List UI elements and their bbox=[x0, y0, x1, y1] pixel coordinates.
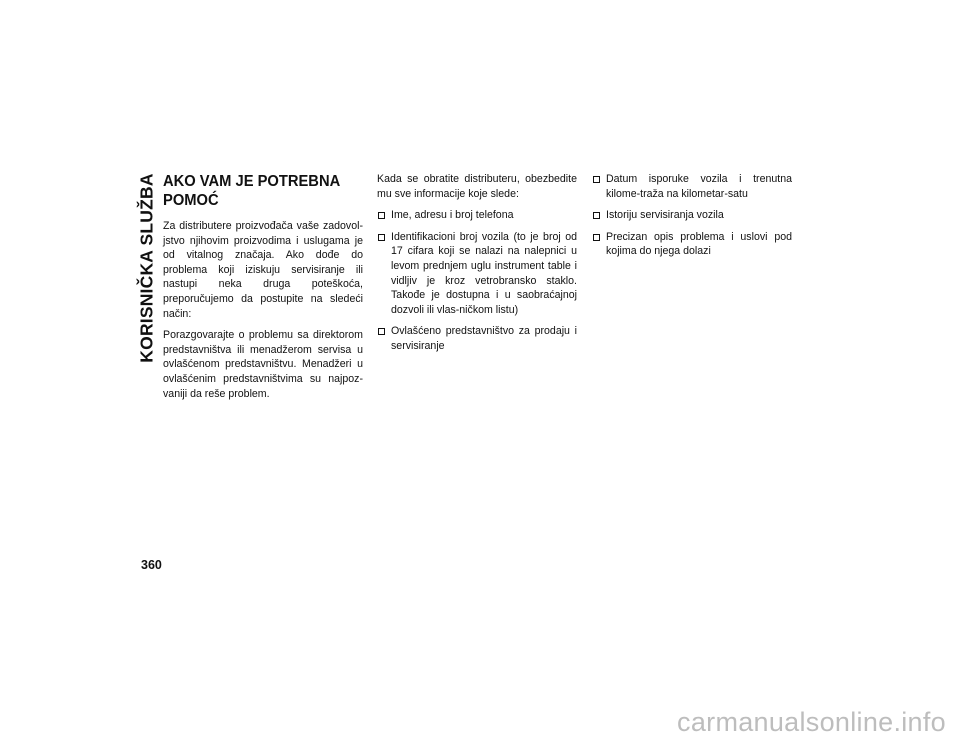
list-item-text: Istoriju servisiranja vozila bbox=[606, 209, 724, 222]
checkbox-bullet-icon bbox=[593, 176, 600, 183]
paragraph-intro: Za distributere proizvođača vaše zadovol-jstvo njihovim proizvodima i uslugama je od vitalnog značaja. Ako dođe do problema koji iziskuju servisiranje ili nastupi neka druga poteškoća, preporučujemo da postupite na sledeći način: bbox=[163, 220, 363, 320]
checkbox-bullet-icon bbox=[593, 212, 600, 219]
list-item-text: Identifikacioni broj vozila (to je broj od 17 cifara koji se nalazi na nalepnici u levom prednjem uglu instrument table i vidljiv je kroz vetrobransko staklo. Takođe je dostupna i u saobraćajnoj dozvoli ili vlas-ničkom listu) bbox=[391, 230, 577, 316]
list-item bbox=[377, 324, 577, 353]
paragraph-advice: Porazgovarajte o problemu sa direktorom predstavništva ili menadžerom servisa u ovlašćenom predstavništvu. Menadžeri u ovlašćenim predstavništvima su najpoz-vaniji da reše problem. bbox=[163, 329, 363, 400]
list-item bbox=[592, 208, 792, 223]
section-heading-line1: AKO VAM JE POTREBNA bbox=[163, 173, 341, 190]
column-3 bbox=[592, 172, 792, 266]
column-2 bbox=[377, 172, 577, 361]
list-item-text: Ime, adresu i broj telefona bbox=[391, 209, 514, 222]
section-side-tab-label: KORISNIČKA SLUŽBA bbox=[136, 172, 157, 363]
list-item-text: Datum isporuke vozila i trenutna kilome-traža na kilometar-satu bbox=[606, 173, 792, 200]
section-heading bbox=[163, 172, 347, 210]
watermark: carmanualsonline.info bbox=[677, 707, 946, 737]
section-heading-line2: POMOĆ bbox=[163, 192, 219, 209]
list-item bbox=[377, 208, 577, 223]
checkbox-bullet-icon bbox=[378, 328, 385, 335]
column-1 bbox=[163, 172, 363, 408]
page-number: 360 bbox=[141, 558, 162, 572]
section-side-tab bbox=[136, 160, 158, 375]
paragraph-info-request: Kada se obratite distributeru, obezbedite mu sve informacije koje slede: bbox=[377, 173, 577, 200]
list-item bbox=[592, 172, 792, 201]
checkbox-bullet-icon bbox=[378, 212, 385, 219]
list-item-text: Precizan opis problema i uslovi pod kojima do njega dolazi bbox=[606, 230, 792, 258]
list-item bbox=[377, 230, 577, 318]
checkbox-bullet-icon bbox=[593, 234, 600, 241]
checkbox-bullet-icon bbox=[378, 234, 385, 241]
list-item bbox=[592, 230, 792, 259]
list-item-text: Ovlašćeno predstavništvo za prodaju i servisiranje bbox=[391, 325, 577, 352]
